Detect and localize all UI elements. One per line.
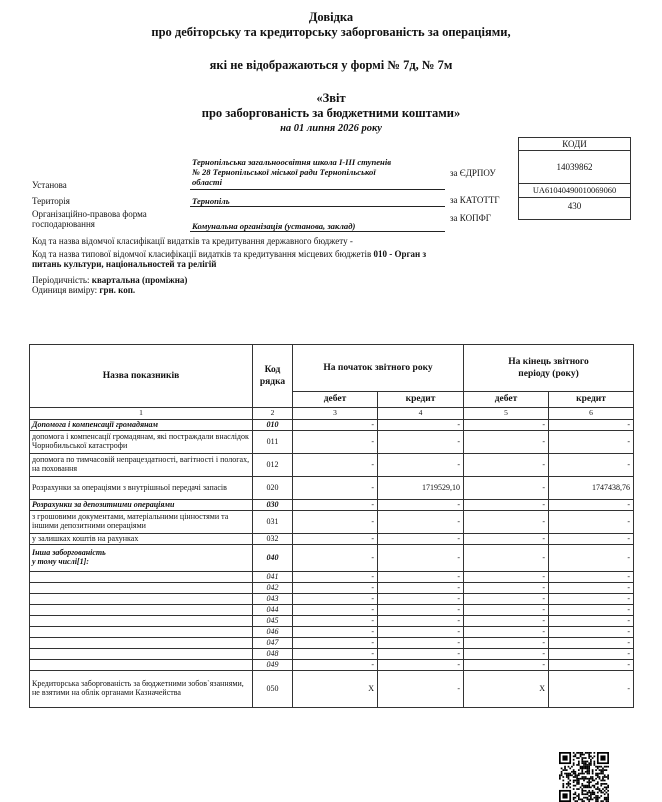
row-credit-end: -: [549, 500, 634, 511]
row-credit-start: -: [378, 616, 464, 627]
row-credit-start: -: [378, 545, 464, 572]
row-name: у залишках коштів на рахунках: [30, 534, 253, 545]
kopfg-code: 430: [519, 198, 631, 220]
legal-form-value: Комунальна організація (установа, заклад): [192, 221, 356, 231]
colnum-3: 3: [293, 408, 378, 420]
row-code: 011: [253, 431, 293, 454]
qr-code-icon: [556, 752, 612, 802]
report-subtitle: про заборгованість за бюджетними коштами»: [201, 106, 461, 120]
territory-label: Територія: [32, 196, 70, 206]
row-debit-start: -: [293, 649, 378, 660]
table-row: [30, 545, 634, 572]
row-debit-end: -: [464, 660, 549, 671]
territory-value: Тернопіль: [192, 196, 230, 206]
header-code: [253, 345, 293, 408]
row-name: [30, 594, 253, 605]
header-name: Назва показників: [30, 345, 253, 408]
row-debit-end: -: [464, 477, 549, 500]
row-debit-start: -: [293, 627, 378, 638]
table-row: [30, 605, 634, 616]
row-name: Допомога і компенсації громадянам: [30, 420, 253, 431]
colnum-4: 4: [378, 408, 464, 420]
row-code: 012: [253, 454, 293, 477]
row-credit-end: -: [549, 616, 634, 627]
table-row: [30, 511, 634, 534]
report-title: «Звіт: [316, 91, 346, 105]
row-credit-start: -: [378, 431, 464, 454]
row-debit-start: -: [293, 511, 378, 534]
table-row: [30, 500, 634, 511]
row-credit-start: -: [378, 500, 464, 511]
dept-classification-line: Код та назва відомчої класифікації видатків та кредитування державного бюджету -: [32, 236, 353, 246]
row-debit-start: -: [293, 638, 378, 649]
row-credit-start: 1719529,10: [378, 477, 464, 500]
kopfg-label: за КОПФГ: [450, 213, 491, 223]
report-date: на 01 липня 2026 року: [280, 123, 382, 134]
table-body: [30, 420, 634, 708]
table-row: [30, 431, 634, 454]
row-code: 047: [253, 638, 293, 649]
header-debit-start: дебет: [293, 392, 378, 408]
row-credit-end: -: [549, 583, 634, 594]
table-row: [30, 638, 634, 649]
row-debit-start: -: [293, 594, 378, 605]
row-debit-start: -: [293, 545, 378, 572]
unit-line: [32, 285, 135, 295]
row-code: 010: [253, 420, 293, 431]
row-debit-start: -: [293, 500, 378, 511]
colnum-2: 2: [253, 408, 293, 420]
row-name: [30, 605, 253, 616]
row-code: 050: [253, 671, 293, 708]
row-credit-start: -: [378, 572, 464, 583]
row-name: [30, 572, 253, 583]
row-name: [30, 627, 253, 638]
debt-table: [29, 344, 634, 708]
institution-name-line3: області: [192, 177, 222, 187]
row-credit-start: -: [378, 594, 464, 605]
institution-label: Установа: [32, 180, 67, 190]
row-debit-start: -: [293, 572, 378, 583]
institution-name-line2: № 28 Тернопільської міської ради Тернопільської: [192, 167, 376, 177]
row-name: Розрахунки за депозитними операціями: [30, 500, 253, 511]
row-debit-start: -: [293, 605, 378, 616]
table-row: [30, 477, 634, 500]
row-credit-end: -: [549, 627, 634, 638]
row-credit-start: -: [378, 671, 464, 708]
row-credit-start: -: [378, 638, 464, 649]
row-credit-start: -: [378, 454, 464, 477]
doc-subtitle: про дебіторську та кредиторську заборгованість за операціями,: [151, 25, 511, 39]
row-credit-end: -: [549, 420, 634, 431]
table-row: [30, 454, 634, 477]
row-code: 044: [253, 605, 293, 616]
row-credit-start: -: [378, 605, 464, 616]
table-row: [30, 660, 634, 671]
row-debit-end: -: [464, 616, 549, 627]
header-code-line2: рядка: [259, 377, 286, 387]
row-code: 030: [253, 500, 293, 511]
typical-classification-code: 010 - Орган з: [373, 249, 427, 259]
row-credit-end: -: [549, 534, 634, 545]
codes-table: [518, 137, 631, 220]
header-code-line1: Код: [264, 365, 281, 375]
row-debit-end: -: [464, 500, 549, 511]
row-name: допомога і компенсації громадянам, які постраждали внаслідок Чорнобильської катастрофи: [30, 431, 253, 454]
doc-title: Довідка: [308, 10, 354, 24]
periodicity-line: [32, 275, 187, 285]
row-credit-start: -: [378, 649, 464, 660]
row-credit-end: -: [549, 572, 634, 583]
header-end-line2: періоду (року): [518, 369, 579, 379]
row-credit-end: 1747438,76: [549, 477, 634, 500]
doc-subtitle-forms: які не відображаються у формі № 7д, № 7м: [209, 58, 453, 72]
row-debit-start: -: [293, 454, 378, 477]
row-name: з грошовими документами, матеріальними цінностями та іншими депозитними операціями: [30, 511, 253, 534]
header-end-of-period: [464, 345, 634, 392]
periodicity-value: квартальна (проміжна): [91, 275, 188, 285]
katottg-label: за КАТОТТГ: [450, 195, 500, 205]
row-name: [30, 649, 253, 660]
row-code: 032: [253, 534, 293, 545]
table-row: [30, 534, 634, 545]
institution-name-line1: Тернопільська загальноосвітня школа І-ІІІ ступенів: [192, 157, 392, 167]
header-credit-start: кредит: [378, 392, 464, 408]
typical-classification-line2: питань культури, національностей та релігій: [32, 259, 217, 269]
row-credit-start: -: [378, 511, 464, 534]
row-name: [30, 616, 253, 627]
edrpou-label: за ЄДРПОУ: [450, 168, 496, 178]
typical-classification-text: Код та назва типової відомчої класифікації видатків та кредитування місцевих бюджетів: [32, 249, 372, 259]
institution-underline: [190, 189, 445, 190]
table-row: [30, 671, 634, 708]
row-name: Розрахунки за операціями з внутрішньої передачі запасів: [30, 477, 253, 500]
row-debit-end: -: [464, 627, 549, 638]
katottg-code: UA61040490010069060: [519, 184, 631, 198]
periodicity-label: Періодичність:: [32, 275, 90, 285]
row-code: 045: [253, 616, 293, 627]
row-name: [30, 660, 253, 671]
row-debit-end: -: [464, 594, 549, 605]
row-debit-end: -: [464, 534, 549, 545]
row-name: [30, 638, 253, 649]
unit-label: Одиниця виміру:: [32, 285, 98, 295]
row-code: 042: [253, 583, 293, 594]
legal-form-label-line1: Організаційно-правова форма: [32, 209, 147, 219]
row-credit-end: -: [549, 545, 634, 572]
row-code: 049: [253, 660, 293, 671]
edrpou-code: 14039862: [519, 151, 631, 184]
header-credit-end: кредит: [549, 392, 634, 408]
colnum-1: 1: [30, 408, 253, 420]
row-code: 041: [253, 572, 293, 583]
row-debit-end: -: [464, 583, 549, 594]
row-debit-start: -: [293, 477, 378, 500]
row-credit-start: -: [378, 583, 464, 594]
table-row: [30, 649, 634, 660]
row-code: 031: [253, 511, 293, 534]
table-row: [30, 594, 634, 605]
row-credit-end: -: [549, 605, 634, 616]
header-end-line1: На кінець звітного: [508, 357, 589, 367]
unit-value: грн. коп.: [99, 285, 136, 295]
typical-classification-line1: [32, 249, 426, 259]
row-debit-end: -: [464, 605, 549, 616]
row-debit-end: X: [464, 671, 549, 708]
codes-title: КОДИ: [519, 138, 631, 151]
row-credit-end: -: [549, 454, 634, 477]
territory-underline: [190, 206, 445, 207]
row-debit-start: -: [293, 534, 378, 545]
row-credit-end: -: [549, 638, 634, 649]
row-credit-start: -: [378, 534, 464, 545]
row-debit-start: X: [293, 671, 378, 708]
row-credit-end: -: [549, 671, 634, 708]
row-code: 020: [253, 477, 293, 500]
row-credit-end: -: [549, 660, 634, 671]
row-debit-start: -: [293, 660, 378, 671]
row-debit-start: -: [293, 431, 378, 454]
colnum-6: 6: [549, 408, 634, 420]
row-credit-end: -: [549, 649, 634, 660]
row-debit-end: -: [464, 572, 549, 583]
row-debit-end: -: [464, 545, 549, 572]
row-debit-start: -: [293, 420, 378, 431]
row-name: Кредиторська заборгованість за бюджетними зобов`язаннями, не взятими на облік органами Казначейства: [30, 671, 253, 708]
row-name: [30, 583, 253, 594]
row-debit-end: -: [464, 511, 549, 534]
row-code: 043: [253, 594, 293, 605]
header-debit-end: дебет: [464, 392, 549, 408]
row-credit-start: -: [378, 660, 464, 671]
colnum-5: 5: [464, 408, 549, 420]
row-code: 040: [253, 545, 293, 572]
row-debit-end: -: [464, 420, 549, 431]
row-debit-start: -: [293, 583, 378, 594]
table-row: [30, 583, 634, 594]
row-code: 048: [253, 649, 293, 660]
row-debit-start: -: [293, 616, 378, 627]
row-credit-start: -: [378, 420, 464, 431]
row-credit-end: -: [549, 431, 634, 454]
legal-form-label-line2: господарювання: [32, 219, 95, 229]
row-debit-end: -: [464, 454, 549, 477]
table-row: [30, 420, 634, 431]
table-row: [30, 572, 634, 583]
header-start-of-year: На початок звітного року: [293, 345, 464, 392]
row-credit-start: -: [378, 627, 464, 638]
row-name: допомога по тимчасовій непрацездатності, вагітності і пологах, на поховання: [30, 454, 253, 477]
row-debit-end: -: [464, 431, 549, 454]
row-credit-end: -: [549, 511, 634, 534]
row-credit-end: -: [549, 594, 634, 605]
table-row: [30, 616, 634, 627]
row-debit-end: -: [464, 649, 549, 660]
row-name: Інша заборгованість у тому числі[1]:: [30, 545, 253, 572]
row-code: 046: [253, 627, 293, 638]
table-row: [30, 627, 634, 638]
row-debit-end: -: [464, 638, 549, 649]
legal-form-underline: [190, 231, 445, 232]
